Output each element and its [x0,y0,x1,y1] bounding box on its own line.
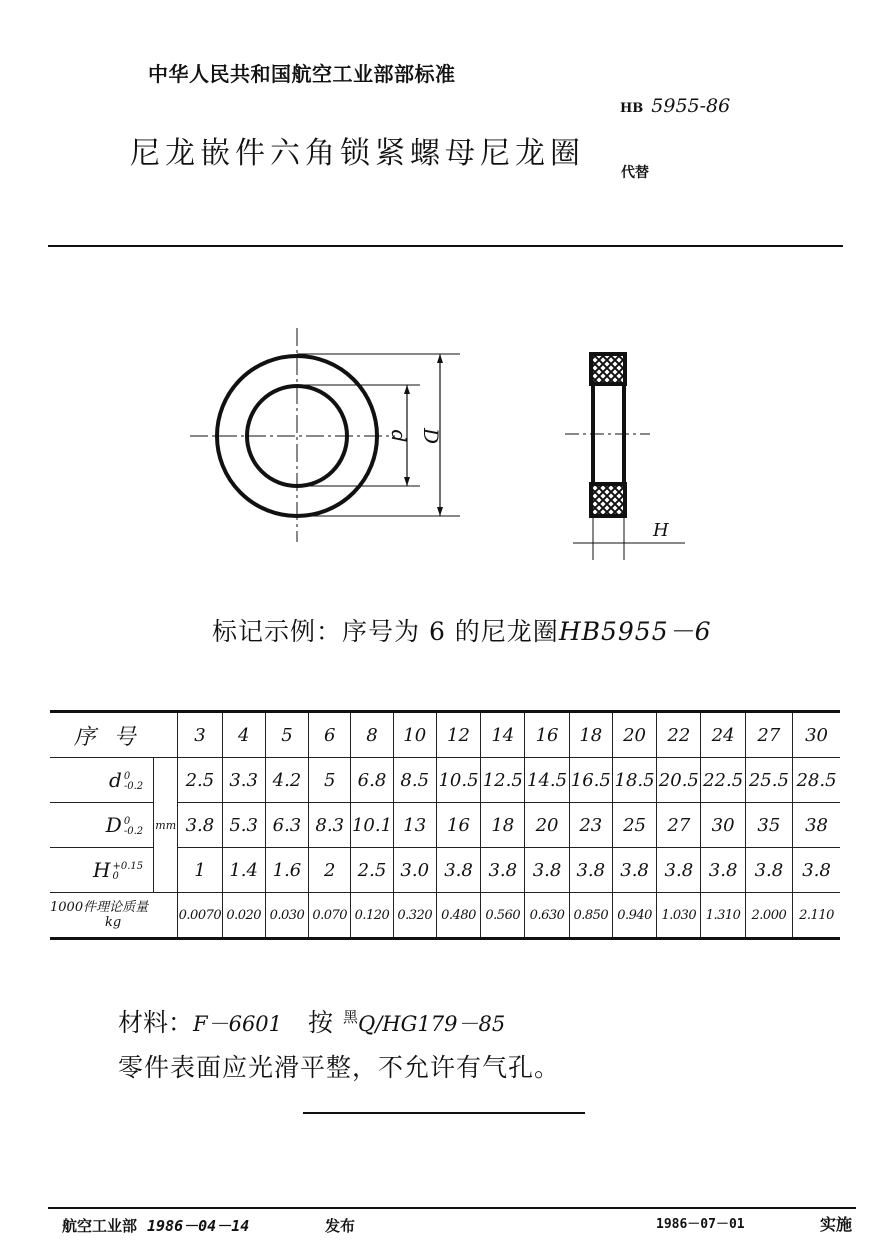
table-cell: 1.310 [701,893,745,939]
effective-date: 1986－07－01 [656,1217,745,1232]
material-standard: Q/HG179－85 [358,1012,506,1036]
table-cell: 3.8 [569,848,612,893]
material-value: F－6601 [193,1012,283,1036]
table-cell: 12.5 [481,758,525,803]
table-cell: 3.8 [525,848,569,893]
marking-example-code: HB5955－6 [558,617,712,646]
footer-issuer [62,1215,249,1236]
header-label: 序号 [50,712,178,758]
end-rule [303,1112,585,1114]
table-cell: 4.2 [265,758,308,803]
table-row-mass [50,893,840,939]
table-cell: 18 [481,803,525,848]
footer-divider [48,1207,856,1209]
table-cell: 3.8 [481,848,525,893]
col-header: 14 [481,712,525,758]
table-cell: 25.5 [745,758,792,803]
table-cell: 2.5 [351,848,393,893]
table-cell: 0.940 [612,893,656,939]
table-row-d [50,758,840,803]
publish-label: 发布 [325,1217,356,1235]
table-cell: 0.560 [481,893,525,939]
col-header: 3 [178,712,222,758]
table-cell: 0.850 [569,893,612,939]
col-header: 22 [657,712,701,758]
table-cell: 0.120 [351,893,393,939]
col-header: 8 [351,712,393,758]
table-cell: 10.1 [351,803,393,848]
table-cell: 28.5 [793,758,840,803]
table-cell: 1 [178,848,222,893]
col-header: 18 [569,712,612,758]
standard-code [620,95,730,117]
table-cell: 27 [657,803,701,848]
col-header: 16 [525,712,569,758]
col-header: 10 [393,712,436,758]
table-cell: 3.8 [436,848,480,893]
standard-number: 5955-86 [651,95,731,117]
table-cell: 2.110 [793,893,840,939]
unit-cell: mm [154,758,178,893]
row-label-H: H +0.15 0 [50,848,154,893]
table-cell: 1.4 [222,848,265,893]
dim-label-H: H [653,520,669,541]
table-cell: 22.5 [701,758,745,803]
marking-example [212,612,712,648]
front-view-drawing [180,320,480,550]
table-cell: 6.3 [265,803,308,848]
table-cell: 2.5 [178,758,222,803]
side-view-drawing [555,340,705,570]
implement-label: 实施 [820,1215,853,1234]
table-cell: 0.630 [525,893,569,939]
table-cell: 3.8 [793,848,840,893]
table-cell: 0.0070 [178,893,222,939]
table-cell: 3.8 [178,803,222,848]
col-header: 5 [265,712,308,758]
table-header-row [50,712,840,758]
table-cell: 0.320 [393,893,436,939]
table-cell: 8.5 [393,758,436,803]
dim-label-d: d [387,429,411,443]
table-cell: 30 [701,803,745,848]
material-std-super: 黑 [343,1008,359,1026]
table-cell: 2.000 [745,893,792,939]
table-cell: 20.5 [657,758,701,803]
material-note [118,1003,505,1039]
surface-note: 零件表面应光滑平整，不允许有气孔。 [118,1053,561,1082]
standard-prefix: HB [620,101,644,116]
table-cell: 35 [745,803,792,848]
table-cell: 6.8 [351,758,393,803]
table-cell: 2 [309,848,351,893]
table-cell: 16 [436,803,480,848]
table-cell: 3.8 [612,848,656,893]
material-label: 材料： [118,1008,194,1037]
col-header: 12 [436,712,480,758]
header-divider [48,245,843,247]
table-cell: 16.5 [569,758,612,803]
col-header: 24 [701,712,745,758]
row-label-mass: 1000件理论质量 kg [50,893,178,939]
table-cell: 10.5 [436,758,480,803]
table-cell: 1.6 [265,848,308,893]
table-cell: 3.3 [222,758,265,803]
col-header: 30 [793,712,840,758]
table-cell: 5 [309,758,351,803]
table-cell: 18.5 [612,758,656,803]
issuer-name: 航空工业部 [62,1217,138,1235]
table-cell: 38 [793,803,840,848]
table-cell: 5.3 [222,803,265,848]
table-cell: 3.0 [393,848,436,893]
row-label-D: D 0 -0.2 [50,803,154,848]
table-cell: 0.030 [265,893,308,939]
col-header: 27 [745,712,792,758]
table-cell: 3.8 [701,848,745,893]
table-cell: 3.8 [745,848,792,893]
issue-date: 1986－04－14 [147,1217,250,1235]
table-cell: 13 [393,803,436,848]
dim-label-D: D [419,427,443,445]
table-cell: 0.480 [436,893,480,939]
table-cell: 23 [569,803,612,848]
material-per: 按 [307,1008,333,1037]
table-cell: 0.020 [222,893,265,939]
col-header: 4 [222,712,265,758]
table-cell: 0.070 [309,893,351,939]
table-cell: 25 [612,803,656,848]
table-cell: 8.3 [309,803,351,848]
marking-example-text: 标记示例：序号为 6 的尼龙圈 [212,617,559,646]
table-cell: 3.8 [657,848,701,893]
replaces-label: 代替 [621,165,649,181]
org-title: 中华人民共和国航空工业部部标准 [148,62,456,86]
table-cell: 20 [525,803,569,848]
document-title: 尼龙嵌件六角锁紧螺母尼龙圈 [130,136,585,171]
row-label-d: d 0 -0.2 [50,758,154,803]
col-header: 20 [612,712,656,758]
col-header: 6 [309,712,351,758]
table-cell: 14.5 [525,758,569,803]
table-cell: 1.030 [657,893,701,939]
dimension-table [50,710,840,940]
